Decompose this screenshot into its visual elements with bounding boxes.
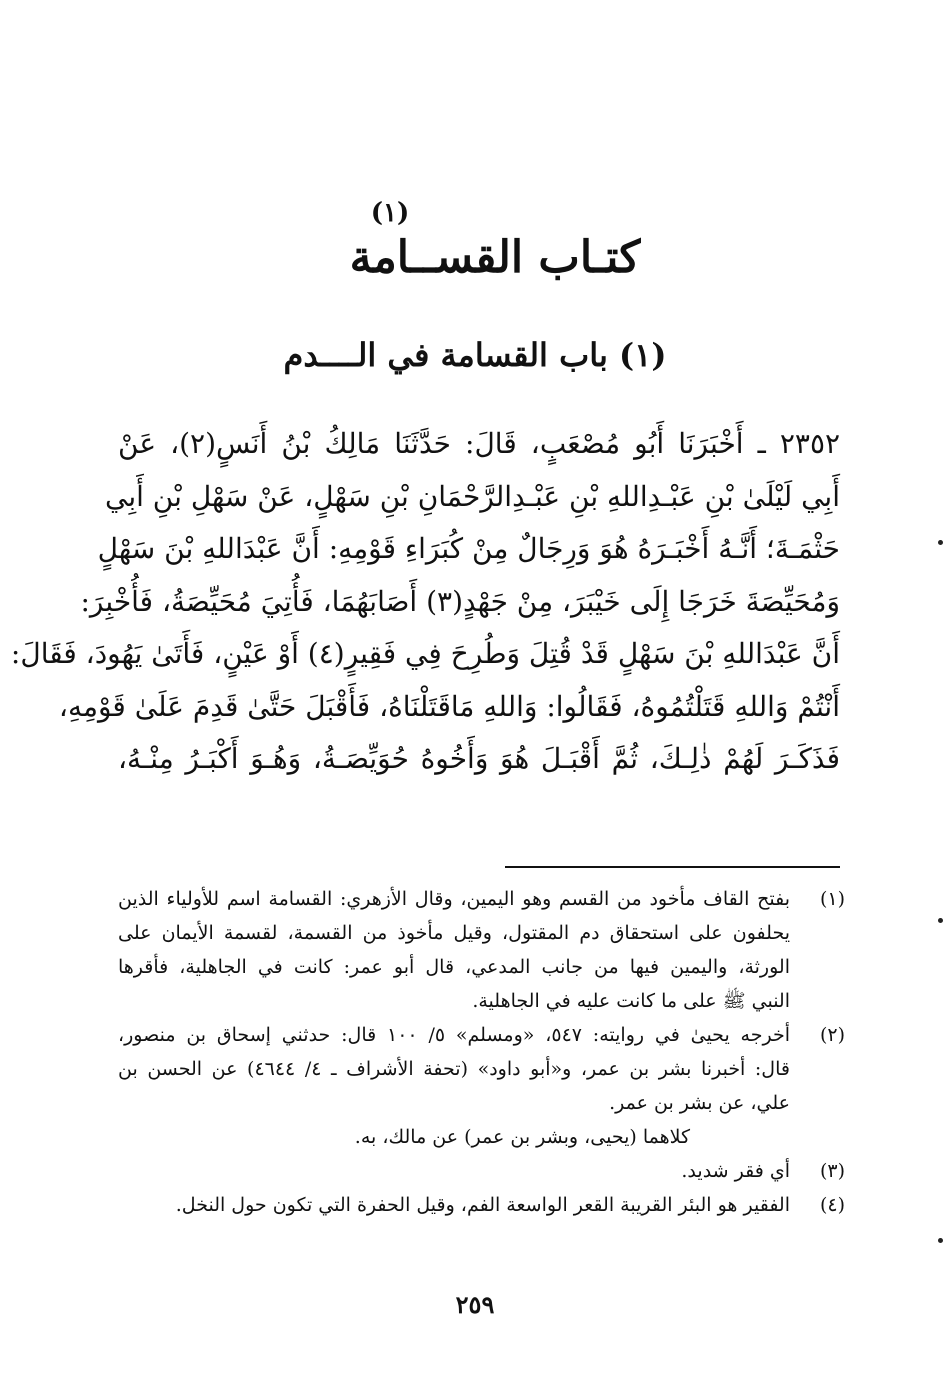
footnote-line: أخرجه يحيىٰ في روايته: ٥٤٧، «ومسلم» ٥/ ١٠٠ قال: حدثني إسحاق بن منصور، <box>118 1024 790 1046</box>
footnote-line: أي فقر شديد. <box>681 1160 790 1182</box>
hadith-line: وَمُحَيِّصَةَ خَرَجَا إِلَى خَيْبَرَ، مِنْ جَهْدٍ(٣) أَصَابَهُمَا، فَأُتِيَ مُحَيِّصَةُ، فَأُخْبِرَ: <box>80 584 840 618</box>
book-title: كتـاب القســامة <box>349 232 641 283</box>
footnote-2 <box>118 1018 845 1154</box>
scan-mark <box>938 918 943 923</box>
footnote-line: كلاهما (يحيى، وبشر بن عمر) عن مالك، به. <box>354 1126 690 1148</box>
hadith-line: فَذَكَـرَ لَهُمْ ذٰلِـكَ، ثُمَّ أَقْبَـلَ هُوَ وَأَخُوهُ حُوَيِّصَـةُ، وَهُـوَ أَكْبَـرُ مِنْـهُ، <box>118 742 840 775</box>
hadith-line: حَثْمَـةَ؛ أَنَّـهُ أَخْبَـرَهُ هُوَ وَرِجَالٌ مِنْ كُبَرَاءِ قَوْمِهِ: أَنَّ عَبْدَاللهِ بْنَ سَهْلٍ <box>97 532 840 565</box>
footnote-divider <box>505 866 840 868</box>
footnote-body <box>118 1154 790 1188</box>
hadith-line: ٢٣٥٢ ـ أَخْبَرَنَا أَبُو مُصْعَبٍ، قَالَ: حَدَّثَنَا مَالِكُ بْنُ أَنَسٍ(٢)، عَنْ <box>118 427 841 460</box>
footnote-body <box>118 1188 790 1222</box>
footnote-body <box>118 882 790 1018</box>
footnote-body <box>118 1018 790 1154</box>
footnote-number: (٢) <box>819 1024 845 1046</box>
page-number: ٢٥٩ <box>455 1290 495 1319</box>
hadith-line: أَنْتُمْ وَاللهِ قَتَلْتُمُوهُ، فَقَالُوا: وَاللهِ مَاقَتَلْنَاهُ، فَأَقْبَلَ حَتَّىٰ قَدِمَ عَلَىٰ قَوْمِهِ، <box>58 689 840 723</box>
footnote-number: (٣) <box>819 1160 845 1182</box>
book-number: (١) <box>370 198 410 228</box>
footnote-line: يحلفون على استحقاق دم المقتول، وقيل مأخوذ من القسمة، لقسمة الأيمان على <box>118 922 790 944</box>
hadith-line: أَبِي لَيْلَىٰ بْنِ عَبْـدِاللهِ بْنِ عَبْـدِالرَّحْمَانِ بْنِ سَهْلٍ، عَنْ سَهْلِ بْنِ أَبِي <box>105 479 840 513</box>
footnote-line: الفقير هو البئر القريبة القعر الواسعة الفم، وقيل الحفرة التي تكون حول النخل. <box>175 1194 790 1216</box>
footnote-3 <box>118 1154 845 1188</box>
footnote-line: النبي ﷺ على ما كانت عليه في الجاهلية. <box>472 990 790 1012</box>
scan-mark <box>938 1238 943 1243</box>
hadith-text <box>10 418 841 786</box>
footnote-line: علي، عن بشر بن عمر. <box>609 1092 790 1114</box>
footnote-number: (٤) <box>819 1194 845 1216</box>
footnote-4 <box>118 1188 845 1222</box>
footnote-line: بفتح القاف مأخود من القسم وهو اليمين، وقال الأزهري: القسامة اسم للأولياء الذين <box>118 888 790 910</box>
footnote-line: الورثة، واليمين فيها من جانب المدعي، قال أبو عمر: كانت في الجاهلية، فأقرها <box>118 956 790 978</box>
footnote-number: (١) <box>819 888 845 910</box>
footnote-line: قال: أخبرنا بشر بن عمر، و«أبو داود» (تحفة الأشراف ـ ٤/ ٤٦٤٤) عن الحسن بن <box>118 1058 790 1080</box>
footnotes <box>118 882 845 1222</box>
footnote-1 <box>118 882 845 1018</box>
scan-mark <box>938 540 943 545</box>
chapter-title: (١) باب القسامة في الــــدم <box>283 336 667 374</box>
hadith-line: أَنَّ عَبْدَاللهِ بْنَ سَهْلٍ قَدْ قُتِلَ وَطُرِحَ فِي فَقِيرٍ(٤) أَوْ عَيْنٍ، فَأَتَىٰ يَهُودَ، فَقَالَ: <box>10 637 840 670</box>
